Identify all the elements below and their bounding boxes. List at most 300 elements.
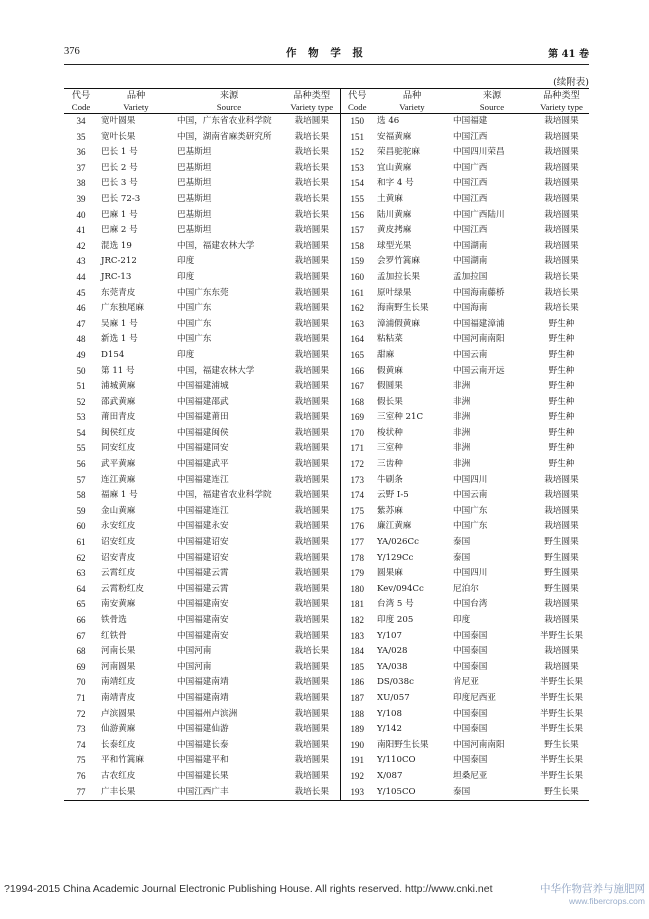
col-code-en: Code [340, 101, 374, 114]
cell-source: 中国河南南阳 [453, 739, 505, 750]
cell-type: 野生圆果 [544, 583, 579, 594]
cell-variety: 印度 205 [377, 615, 414, 625]
cell-variety: 新选 1 号 [101, 334, 138, 345]
cell-type: 栽培圆果 [284, 317, 340, 333]
cell-type: 栽培圆果 [544, 209, 579, 220]
cell-source: 巴基斯坦 [177, 193, 212, 204]
cell-source: 中国福建莆田 [177, 412, 229, 423]
cell-variety: 陆川黄麻 [377, 209, 412, 220]
cell-source: 中国，福建省农业科学院 [177, 490, 272, 501]
table-row [64, 473, 589, 489]
cell-type: 半野生长果 [540, 770, 583, 781]
cell-source: 中国海南 [453, 303, 488, 314]
cell-code: 69 [76, 661, 86, 672]
col-variety-cn: 品种 [374, 89, 450, 102]
cell-code: 72 [76, 708, 86, 719]
page-footer [0, 881, 649, 906]
cell-source: 泰国 [453, 552, 471, 563]
table-row [64, 488, 589, 504]
cell-code: 186 [350, 677, 364, 688]
cell-type: 栽培圆果 [284, 114, 340, 130]
cell-type: 栽培圆果 [284, 301, 340, 317]
cell-variety: 云野 I-5 [377, 490, 409, 501]
cell-source: 中国河南 [177, 661, 212, 672]
cell-variety: 土黄麻 [377, 193, 403, 204]
cell-type: 野生种 [548, 427, 575, 438]
cell-code: 165 [350, 349, 364, 360]
table-row [64, 738, 589, 754]
cell-code: 35 [76, 131, 86, 142]
cell-type: 栽培长果 [284, 208, 340, 224]
cell-code: 158 [350, 240, 364, 251]
cell-type: 栽培圆果 [284, 379, 340, 395]
cell-code: 159 [350, 256, 364, 267]
cell-type: 栽培圆果 [284, 597, 340, 613]
cell-type: 栽培圆果 [284, 254, 340, 270]
cell-variety: 云霄粉红皮 [101, 583, 144, 594]
cell-source: 中国广西陆川 [453, 209, 505, 220]
cell-source: 巴基斯坦 [177, 209, 212, 220]
cell-source: 中国福州卢滨洲 [177, 708, 238, 719]
cell-variety: 巴长 1 号 [101, 147, 138, 158]
cell-source: 中国江西 [453, 193, 488, 204]
cell-type: 栽培长果 [284, 176, 340, 192]
cell-code: 162 [350, 303, 364, 314]
table-row [64, 161, 589, 177]
table-row [64, 769, 589, 785]
cell-code: 188 [350, 708, 364, 719]
cell-variety: 荣昌驼驼麻 [377, 147, 420, 158]
table-row [64, 691, 589, 707]
cell-source: 中国广东 [177, 303, 212, 314]
cell-variety: 宜山黄麻 [377, 162, 412, 173]
cell-variety: Y/107 [377, 630, 402, 641]
cell-type: 栽培圆果 [284, 613, 340, 629]
cell-variety: 甜麻 [377, 349, 395, 360]
table-row [64, 379, 589, 395]
cell-type: 栽培长果 [284, 785, 340, 801]
cell-type: 栽培圆果 [284, 566, 340, 582]
cell-variety: YA/028 [377, 646, 408, 657]
cell-code: 175 [350, 505, 364, 516]
cell-source: 中国福建仙游 [177, 724, 229, 735]
cell-code: 40 [76, 209, 86, 220]
cell-source: 中国福建云霄 [177, 568, 229, 579]
cell-type: 栽培圆果 [544, 162, 579, 173]
cell-source: 中国福建诏安 [177, 537, 229, 548]
table-row [64, 426, 589, 442]
cell-source: 印度 [177, 349, 195, 360]
cell-code: 170 [350, 427, 364, 438]
cell-type: 栽培圆果 [284, 223, 340, 239]
cell-code: 46 [76, 303, 86, 314]
cell-source: 印度 [177, 256, 195, 267]
cell-code: 41 [76, 225, 86, 236]
cell-code: 151 [350, 131, 364, 142]
cell-type: 栽培圆果 [544, 256, 579, 267]
cell-type: 野生种 [548, 365, 575, 376]
table-row [64, 208, 589, 224]
cell-source: 中国福建平和 [177, 755, 229, 766]
table-row [64, 114, 589, 130]
cell-code: 61 [76, 537, 86, 548]
watermark-url: www.fibercrops.com [568, 896, 645, 906]
cell-type: 栽培圆果 [284, 551, 340, 567]
cell-code: 45 [76, 287, 86, 298]
cell-variety: 海南野生长果 [377, 303, 429, 314]
cell-variety: 长泰红皮 [101, 739, 136, 750]
cell-source: 中国海南藤桥 [453, 287, 505, 298]
cell-source: 非洲 [453, 443, 471, 454]
table-row [64, 519, 589, 535]
cell-type: 栽培圆果 [284, 738, 340, 754]
cell-type: 野生种 [548, 318, 575, 329]
cell-code: 185 [350, 661, 364, 672]
cell-variety: Y/105CO [374, 785, 450, 801]
cell-type: 栽培圆果 [544, 505, 579, 516]
col-source-cn: 来源 [174, 89, 284, 102]
cell-type: 半野生长果 [540, 630, 583, 641]
cell-variety: 河南长果 [101, 646, 136, 657]
cell-source: 中国福建南靖 [177, 692, 229, 703]
cell-code: 187 [350, 692, 364, 703]
table-row [64, 192, 589, 208]
cell-variety: 粘粘菜 [377, 334, 403, 345]
cell-variety: 连江黄麻 [101, 474, 136, 485]
cell-type: 栽培圆果 [544, 178, 579, 189]
cell-source: 中国泰国 [453, 646, 488, 657]
cell-variety: 宽叶长果 [101, 131, 136, 142]
cell-code: 177 [350, 537, 364, 548]
cell-type: 野生圆果 [544, 568, 579, 579]
cell-type: 栽培圆果 [544, 490, 579, 501]
header-row-cn [64, 89, 589, 102]
cell-variety: X/087 [377, 770, 403, 781]
cell-type: 栽培长果 [284, 192, 340, 208]
cell-type: 栽培圆果 [284, 660, 340, 676]
cell-code: 64 [76, 583, 86, 594]
cell-code: 160 [350, 271, 364, 282]
cell-variety: Y/142 [377, 724, 402, 735]
table-row [64, 348, 589, 364]
cell-variety: 卢滨圆果 [101, 708, 136, 719]
cell-code: 77 [64, 785, 98, 801]
cell-code: 176 [350, 521, 364, 532]
cell-code: 50 [76, 365, 86, 376]
table-row [64, 535, 589, 551]
cell-code: 154 [350, 178, 364, 189]
cell-type: 野生圆果 [544, 537, 579, 548]
cell-code: 152 [350, 147, 364, 158]
cell-type: 栽培圆果 [284, 270, 340, 286]
cell-source: 中国泰国 [453, 724, 488, 735]
cell-source: 非洲 [453, 427, 471, 438]
cell-type: 野生长果 [544, 739, 579, 750]
cell-type: 野生种 [548, 443, 575, 454]
cell-code: 150 [350, 116, 364, 126]
cell-variety: 会罗竹篙麻 [377, 256, 420, 267]
cell-variety: 混选 19 [101, 240, 132, 251]
cell-source: 巴基斯坦 [177, 225, 212, 236]
cell-variety: 红铁骨 [101, 630, 127, 641]
cell-source: 中国广东东莞 [177, 287, 229, 298]
cell-code: 169 [350, 412, 364, 423]
table-row [64, 395, 589, 411]
cell-variety: XU/057 [377, 692, 410, 703]
cell-variety: JRC-212 [101, 256, 137, 267]
cell-variety: 三室种 21C [377, 412, 424, 423]
cell-type: 半野生长果 [540, 708, 583, 719]
cell-type: 栽培圆果 [284, 286, 340, 302]
cell-source: 中国四川 [453, 474, 488, 485]
cell-source: 孟加拉国 [453, 271, 488, 282]
cell-source: 巴基斯坦 [177, 147, 212, 158]
table-row [64, 145, 589, 161]
cell-type: 栽培长果 [544, 303, 579, 314]
cell-source: 中国广东 [177, 318, 212, 329]
volume-label: 第 41 卷 [548, 49, 589, 60]
cell-code: 57 [76, 474, 86, 485]
cell-code: 181 [350, 599, 364, 610]
cell-variety: 选 46 [377, 116, 400, 126]
cell-source: 中国广东 [453, 521, 488, 532]
cell-source: 非洲 [453, 381, 471, 392]
cell-variety: 梭状种 [377, 427, 403, 438]
cell-variety: 诏安青皮 [101, 552, 136, 563]
cell-variety: 球型光果 [377, 240, 412, 251]
cell-code: 34 [76, 116, 86, 126]
cell-variety: JRC-13 [101, 271, 132, 282]
cell-variety: 原叶绿果 [377, 287, 412, 298]
cell-code: 164 [350, 334, 364, 345]
cell-variety: Kev/094Cc [377, 583, 424, 594]
cell-code: 63 [76, 568, 86, 579]
cell-type: 半野生长果 [540, 724, 583, 735]
table-row [64, 270, 589, 286]
cell-source: 中国河南 [177, 646, 212, 657]
cell-source: 中国福建连江 [177, 474, 229, 485]
cell-code: 43 [76, 256, 86, 267]
cell-code: 192 [350, 770, 364, 781]
cell-type: 栽培圆果 [544, 615, 579, 625]
cell-variety: 河南圆果 [101, 661, 136, 672]
cell-variety: 吴麻 1 号 [101, 318, 138, 329]
col-variety-en: Variety [374, 101, 450, 114]
cell-source: 坦桑尼亚 [453, 770, 488, 781]
table-row [64, 254, 589, 270]
cell-type: 栽培圆果 [284, 332, 340, 348]
cell-source: 中国福建 [453, 116, 488, 126]
cell-type: 栽培圆果 [284, 629, 340, 645]
cell-type: 栽培长果 [544, 271, 579, 282]
cell-source: 巴基斯坦 [177, 162, 212, 173]
header-rule [64, 64, 589, 65]
cell-type: 栽培圆果 [544, 599, 579, 610]
cell-variety: D154 [101, 349, 125, 360]
table-row [64, 504, 589, 520]
cell-source: 中国福建连江 [177, 505, 229, 516]
cell-type: 栽培圆果 [284, 488, 340, 504]
cell-code: 161 [350, 287, 364, 298]
col-type-cn: 品种类型 [284, 89, 340, 102]
journal-title: 作 物 学 报 [286, 47, 367, 59]
cell-type: 半野生长果 [540, 692, 583, 703]
cell-code: 37 [76, 162, 86, 173]
cell-variety: 铁骨选 [101, 615, 127, 625]
cell-variety: Y/108 [377, 708, 402, 719]
cell-type: 栽培圆果 [284, 519, 340, 535]
col-type-cn: 品种类型 [534, 89, 589, 102]
cell-variety: 闽侯红皮 [101, 427, 136, 438]
table-row [64, 317, 589, 333]
cell-code: 180 [350, 583, 364, 594]
cell-source: 中国泰国 [453, 755, 488, 766]
cell-code: 74 [76, 739, 86, 750]
cell-code: 193 [340, 785, 374, 801]
cell-variety: 广东独尾麻 [101, 303, 144, 314]
cell-code: 155 [350, 193, 364, 204]
cell-source: 中国四川荣昌 [453, 147, 505, 158]
cell-source: 中国江西 [453, 225, 488, 236]
cell-type: 栽培圆果 [544, 521, 579, 532]
cell-variety: 巴长 2 号 [101, 162, 138, 173]
cell-code: 66 [76, 615, 86, 625]
cell-source: 中国福建南安 [177, 630, 229, 641]
cell-source: 非洲 [453, 459, 471, 470]
cell-source: 中国福建长果 [177, 770, 229, 781]
cell-source: 中国湖南 [453, 240, 488, 251]
col-source-en: Source [450, 101, 534, 114]
cell-code: 184 [350, 646, 364, 657]
cell-variety: 和字 4 号 [377, 178, 414, 189]
cell-source: 肯尼亚 [453, 677, 479, 688]
cell-variety: 同安红皮 [101, 443, 136, 454]
cell-type: 栽培圆果 [284, 691, 340, 707]
cell-source: 中国湖南 [453, 256, 488, 267]
cell-variety: 巴麻 2 号 [101, 225, 138, 236]
cell-code: 49 [76, 349, 86, 360]
cell-type: 栽培圆果 [544, 147, 579, 158]
col-source-en: Source [174, 101, 284, 114]
cell-code: 168 [350, 396, 364, 407]
col-code-en: Code [64, 101, 98, 114]
cell-type: 野生种 [548, 396, 575, 407]
table-row [64, 566, 589, 582]
cell-type: 栽培圆果 [544, 116, 579, 126]
table-row [64, 364, 589, 380]
table-row [64, 644, 589, 660]
cell-source: 中国福建永安 [177, 521, 229, 532]
cell-type: 栽培圆果 [284, 364, 340, 380]
cell-source: 中国，湖南省麻类研究所 [177, 131, 272, 142]
cell-type: 半野生长果 [540, 755, 583, 766]
cell-code: 68 [76, 646, 86, 657]
cell-type: 栽培圆果 [284, 239, 340, 255]
cell-type: 野生种 [548, 459, 575, 470]
cell-source: 中国，广东省农业科学院 [177, 116, 272, 126]
cell-variety: 古农红皮 [101, 770, 136, 781]
cell-variety: 邵武黄麻 [101, 396, 136, 407]
cell-variety: 云霄红皮 [101, 568, 136, 579]
cell-source: 中国江西 [453, 178, 488, 189]
cell-code: 190 [350, 739, 364, 750]
cell-type: 栽培圆果 [544, 474, 579, 485]
cell-code: 166 [350, 365, 364, 376]
cell-variety: 宽叶圆果 [101, 116, 136, 126]
cell-code: 52 [76, 396, 86, 407]
cell-source: 中国福建闽侯 [177, 427, 229, 438]
cell-code: 157 [350, 225, 364, 236]
cell-source: 中国云南开远 [453, 365, 505, 376]
table-row [64, 239, 589, 255]
cell-source: 中国泰国 [453, 661, 488, 672]
cell-type: 栽培圆果 [544, 646, 579, 657]
table-row [64, 441, 589, 457]
cell-code: 47 [76, 318, 86, 329]
cell-variety: 台湾 5 号 [377, 599, 414, 610]
cell-source: 印度尼西亚 [453, 692, 496, 703]
cell-type: 栽培圆果 [284, 722, 340, 738]
table-row [64, 613, 589, 629]
table-row [64, 551, 589, 567]
cell-type: 栽培长果 [544, 287, 579, 298]
cell-source: 中国广东 [453, 505, 488, 516]
table-continued-label: (续附表) [553, 77, 589, 88]
cell-code: 67 [76, 630, 86, 641]
cell-variety: 诏安红皮 [101, 537, 136, 548]
cell-code: 178 [350, 552, 364, 563]
cell-code: 167 [350, 381, 364, 392]
cell-code: 39 [76, 193, 86, 204]
cell-variety: 平和竹篙麻 [101, 755, 144, 766]
cell-type: 栽培长果 [284, 145, 340, 161]
cell-source: 非洲 [453, 396, 471, 407]
cell-variety: 浦城黄麻 [101, 381, 136, 392]
cell-variety: 假黄麻 [377, 365, 403, 376]
table-row [64, 660, 589, 676]
cell-code: 56 [76, 459, 86, 470]
cell-type: 野生圆果 [544, 552, 579, 563]
table-row [64, 301, 589, 317]
cell-variety: 圆果麻 [377, 568, 403, 579]
cell-type: 栽培圆果 [284, 426, 340, 442]
cell-type: 栽培圆果 [284, 473, 340, 489]
cell-code: 75 [76, 755, 86, 766]
cell-source: 中国广东 [177, 334, 212, 345]
cell-source: 印度 [177, 271, 195, 282]
cell-source: 泰国 [450, 785, 534, 801]
table-body [64, 114, 589, 801]
cell-variety: DS/038c [377, 677, 414, 688]
cell-variety: Y/129Cc [377, 552, 414, 563]
cell-type: 栽培圆果 [544, 225, 579, 236]
cell-code: 59 [76, 505, 86, 516]
page-number: 376 [64, 46, 80, 57]
cell-variety: 莆田青皮 [101, 412, 136, 423]
cell-variety: 假圆果 [377, 381, 403, 392]
cell-type: 栽培圆果 [284, 582, 340, 598]
col-code-cn: 代号 [64, 89, 98, 102]
cell-type: 野生种 [548, 381, 575, 392]
cell-source: 中国，福建农林大学 [177, 240, 255, 251]
cell-type: 栽培圆果 [284, 504, 340, 520]
cell-type: 栽培圆果 [284, 410, 340, 426]
table-row [64, 722, 589, 738]
cell-code: 62 [76, 552, 86, 563]
cell-variety: 福麻 1 号 [101, 490, 138, 501]
cell-code: 54 [76, 427, 86, 438]
cell-type: 半野生长果 [540, 677, 583, 688]
